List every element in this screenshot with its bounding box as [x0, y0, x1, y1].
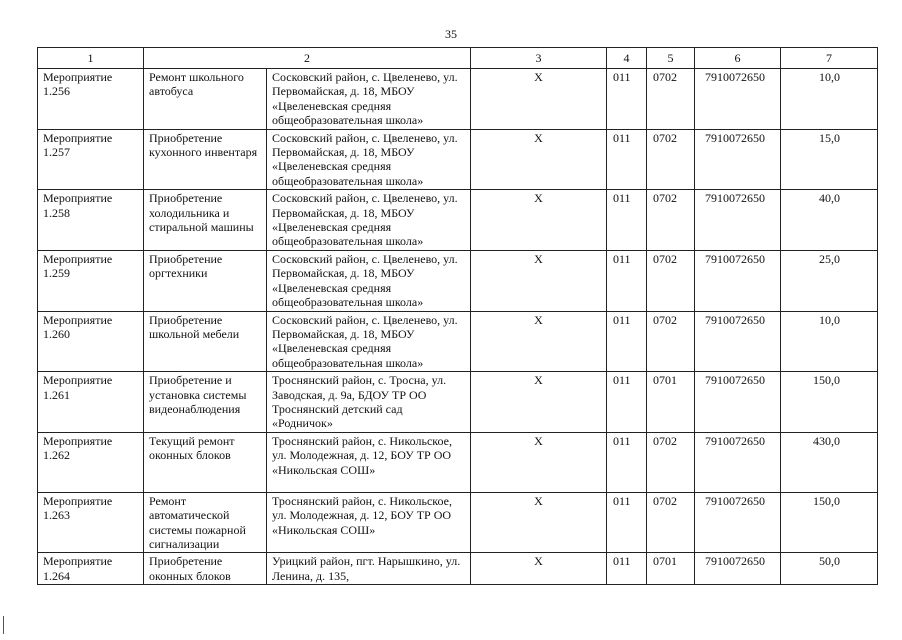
event-address: Сосковский район, с. Цвеленево, ул. Первомайская, д. 18, МБОУ «Цвеленевская средняя общеобразовательная школа» — [267, 311, 471, 372]
col4-code: 011 — [607, 311, 647, 372]
col5-code: 0702 — [647, 432, 695, 492]
col4-code: 011 — [607, 553, 647, 585]
col7-amount: 150,0 — [781, 372, 878, 433]
col4-code: 011 — [607, 372, 647, 433]
event-address: Сосковский район, с. Цвеленево, ул. Первомайская, д. 18, МБОУ «Цвеленевская средняя общеобразовательная школа» — [267, 190, 471, 251]
event-address: Сосковский район, с. Цвеленево, ул. Первомайская, д. 18, МБОУ «Цвеленевская средняя общеобразовательная школа» — [267, 129, 471, 190]
col5-code: 0702 — [647, 69, 695, 130]
col6-code: 7910072650 — [695, 129, 781, 190]
col6-code: 7910072650 — [695, 69, 781, 130]
col5-code: 0701 — [647, 553, 695, 585]
event-id: Мероприятие 1.262 — [38, 432, 144, 492]
event-name: Приобретение оргтехники — [144, 250, 267, 311]
col3-mark: Х — [471, 129, 607, 190]
header-cell: 2 — [144, 48, 471, 69]
col3-mark: Х — [471, 492, 607, 553]
col5-code: 0702 — [647, 311, 695, 372]
event-name: Приобретение холодильника и стиральной машины — [144, 190, 267, 251]
col4-code: 011 — [607, 129, 647, 190]
col6-code: 7910072650 — [695, 432, 781, 492]
event-name: Приобретение и установка системы видеонаблюдения — [144, 372, 267, 433]
table-row — [38, 311, 878, 372]
header-row — [38, 48, 878, 69]
table-row — [38, 69, 878, 130]
col3-mark: Х — [471, 69, 607, 130]
table-row — [38, 553, 878, 585]
col5-code: 0702 — [647, 250, 695, 311]
col7-amount: 10,0 — [781, 311, 878, 372]
col4-code: 011 — [607, 190, 647, 251]
event-name: Ремонт школьного автобуса — [144, 69, 267, 130]
event-address: Троснянский район, с. Тросна, ул. Заводская, д. 9а, БДОУ ТР ОО Троснянский детский сад «Родничок» — [267, 372, 471, 433]
col4-code: 011 — [607, 432, 647, 492]
event-id: Мероприятие 1.258 — [38, 190, 144, 251]
col7-amount: 10,0 — [781, 69, 878, 130]
col5-code: 0702 — [647, 129, 695, 190]
header-cell: 7 — [781, 48, 878, 69]
table-row — [38, 432, 878, 492]
col6-code: 7910072650 — [695, 492, 781, 553]
event-name: Ремонт автоматической системы пожарной сигнализации — [144, 492, 267, 553]
header-cell: 5 — [647, 48, 695, 69]
budget-table — [37, 47, 878, 585]
header-cell: 4 — [607, 48, 647, 69]
event-name: Приобретение оконных блоков — [144, 553, 267, 585]
col7-amount: 25,0 — [781, 250, 878, 311]
event-address: Троснянский район, с. Никольское, ул. Молодежная, д. 12, БОУ ТР ОО «Никольская СОШ» — [267, 432, 471, 492]
col4-code: 011 — [607, 492, 647, 553]
col4-code: 011 — [607, 69, 647, 130]
col7-amount: 40,0 — [781, 190, 878, 251]
col3-mark: Х — [471, 553, 607, 585]
header-cell: 3 — [471, 48, 607, 69]
header-cell: 1 — [38, 48, 144, 69]
event-id: Мероприятие 1.261 — [38, 372, 144, 433]
col5-code: 0702 — [647, 190, 695, 251]
table-row — [38, 250, 878, 311]
event-address: Сосковский район, с. Цвеленево, ул. Первомайская, д. 18, МБОУ «Цвеленевская средняя общеобразовательная школа» — [267, 250, 471, 311]
event-id: Мероприятие 1.257 — [38, 129, 144, 190]
col3-mark: Х — [471, 372, 607, 433]
header-cell: 6 — [695, 48, 781, 69]
col3-mark: Х — [471, 190, 607, 251]
scan-margin-mark — [3, 616, 4, 634]
col4-code: 011 — [607, 250, 647, 311]
table-row — [38, 492, 878, 553]
event-id: Мероприятие 1.263 — [38, 492, 144, 553]
event-id: Мероприятие 1.256 — [38, 69, 144, 130]
event-id: Мероприятие 1.259 — [38, 250, 144, 311]
event-address: Троснянский район, с. Никольское, ул. Молодежная, д. 12, БОУ ТР ОО «Никольская СОШ» — [267, 492, 471, 553]
event-name: Приобретение школьной мебели — [144, 311, 267, 372]
col7-amount: 50,0 — [781, 553, 878, 585]
event-address: Урицкий район, пгт. Нарышкино, ул. Ленина, д. 135, — [267, 553, 471, 585]
col3-mark: Х — [471, 432, 607, 492]
table-row — [38, 372, 878, 433]
col6-code: 7910072650 — [695, 250, 781, 311]
event-name: Приобретение кухонного инвентаря — [144, 129, 267, 190]
col7-amount: 15,0 — [781, 129, 878, 190]
event-address: Сосковский район, с. Цвеленево, ул. Первомайская, д. 18, МБОУ «Цвеленевская средняя общеобразовательная школа» — [267, 69, 471, 130]
col7-amount: 430,0 — [781, 432, 878, 492]
col5-code: 0702 — [647, 492, 695, 553]
col3-mark: Х — [471, 250, 607, 311]
event-id: Мероприятие 1.260 — [38, 311, 144, 372]
col6-code: 7910072650 — [695, 311, 781, 372]
event-id: Мероприятие 1.264 — [38, 553, 144, 585]
col7-amount: 150,0 — [781, 492, 878, 553]
col5-code: 0701 — [647, 372, 695, 433]
page-number: 35 — [445, 27, 457, 41]
col6-code: 7910072650 — [695, 372, 781, 433]
table-row — [38, 129, 878, 190]
col6-code: 7910072650 — [695, 190, 781, 251]
col6-code: 7910072650 — [695, 553, 781, 585]
table-row — [38, 190, 878, 251]
col3-mark: Х — [471, 311, 607, 372]
event-name: Текущий ремонт оконных блоков — [144, 432, 267, 492]
